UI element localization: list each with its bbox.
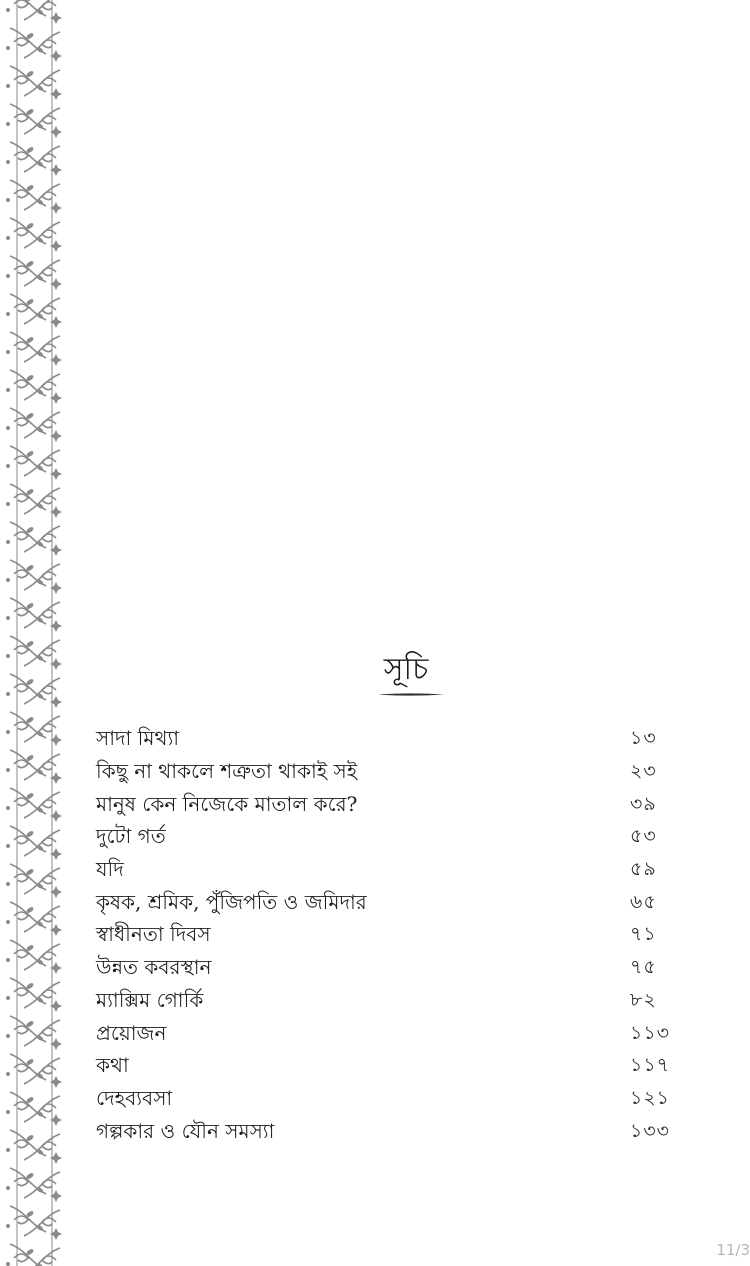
page-number: ৬৫ [630, 890, 657, 913]
page-number: ১২১ [630, 1086, 671, 1109]
chapter-title: কিছু না থাকলে শত্রুতা থাকাই সই [96, 759, 358, 784]
page-number: ২৩ [630, 760, 657, 783]
chapter-title: প্রয়োজন [96, 1020, 167, 1045]
toc-entry[interactable] [96, 951, 686, 984]
toc-entry[interactable] [96, 722, 686, 755]
page-number: ৩৯ [630, 792, 657, 815]
chapter-title: মানুষ কেন নিজেকে মাতাল করে? [96, 791, 358, 816]
decorative-border [0, 0, 72, 1266]
chapter-title: সাদা মিথ্যা [96, 726, 180, 751]
page-number: ১১৩ [630, 1021, 671, 1044]
chapter-title: দুটো গর্ত [96, 824, 166, 849]
page-number: ১৩৩ [630, 1119, 671, 1142]
page-title: সূচি [383, 652, 429, 687]
toc-entry[interactable] [96, 787, 686, 820]
table-of-contents [96, 722, 686, 1147]
chapter-title: গল্পকার ও যৌন সমস্যা [96, 1118, 275, 1143]
toc-entry[interactable] [96, 918, 686, 951]
floral-border-icon [0, 0, 72, 1266]
toc-entry[interactable] [96, 755, 686, 788]
page-number: ৭১ [630, 923, 657, 946]
chapter-title: কৃষক, শ্রমিক, পুঁজিপতি ও জমিদার [96, 889, 367, 914]
page-number: ৭৫ [630, 956, 657, 979]
page-number: ১১৭ [630, 1054, 671, 1077]
toc-entry[interactable] [96, 853, 686, 886]
chapter-title: ম্যাক্সিম গোর্কি [96, 987, 204, 1012]
toc-entry[interactable] [96, 885, 686, 918]
page-indicator: 11/3 [716, 1241, 750, 1259]
page-number: ৫৯ [630, 858, 657, 881]
toc-entry[interactable] [96, 1082, 686, 1115]
toc-entry[interactable] [96, 1016, 686, 1049]
toc-entry[interactable] [96, 1114, 686, 1147]
chapter-title: স্বাধীনতা দিবস [96, 922, 211, 947]
toc-entry[interactable] [96, 984, 686, 1017]
page-number: ৫৩ [630, 825, 657, 848]
chapter-title: কথা [96, 1053, 129, 1078]
toc-entry[interactable] [96, 820, 686, 853]
toc-entry[interactable] [96, 1049, 686, 1082]
chapter-title: দেহব্যবসা [96, 1085, 173, 1110]
title-underline [378, 692, 444, 697]
page-number: ৮২ [630, 988, 657, 1011]
chapter-title: যদি [96, 857, 124, 882]
chapter-title: উন্নত কবরস্থান [96, 955, 212, 980]
page-number: ১৩ [630, 727, 657, 750]
